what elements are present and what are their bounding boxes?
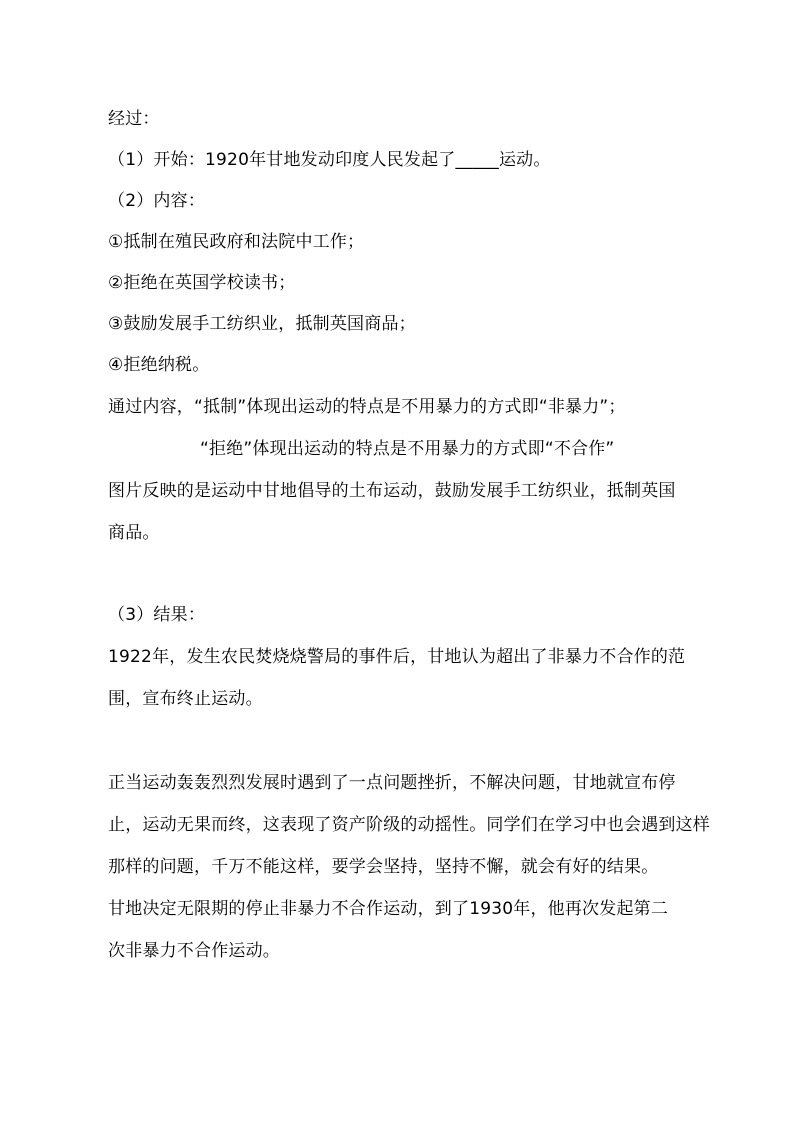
reflection-line-3: 那样的问题，千万不能这样，要学会坚持，坚持不懈，就会有好的结果。 [108,857,659,877]
section-label-process: 经过： [108,109,160,129]
item-start: （1）开始：1920年甘地发动印度人民发起了_____运动。 [108,150,551,170]
reflection-line-2: 止，运动无果而终，这表现了资产阶级的动摇性。同学们在学习中也会遇到这样 [108,815,710,835]
conclusion-line-2: 次非暴力不合作运动。 [108,941,280,961]
content-point-3: ③鼓励发展手工纺织业，抵制英国商品； [108,314,416,334]
conclusion-line-1: 甘地决定无限期的停止非暴力不合作运动，到了1930年，他再次发起第二 [108,899,669,919]
content-point-4: ④拒绝纳税。 [108,355,210,375]
picture-note-line-2: 商品。 [108,523,160,543]
item-content: （2）内容： [108,191,206,211]
item-result: （3）结果： [108,605,206,625]
content-point-1: ①抵制在殖民政府和法院中工作； [108,232,365,252]
analysis-boycott: 通过内容，“抵制”体现出运动的特点是不用暴力的方式即“非暴力”； [108,397,626,417]
result-line-2: 围，宣布终止运动。 [108,689,263,709]
reflection-line-1: 正当运动轰轰烈烈发展时遇到了一点问题挫折，不解决问题，甘地就宣布停 [108,773,676,793]
analysis-refusal: “拒绝”体现出运动的特点是不用暴力的方式即“不合作” [200,439,615,459]
result-line-1: 1922年，发生农民焚烧烧警局的事件后，甘地认为超出了非暴力不合作的范 [108,647,686,667]
content-point-2: ②拒绝在英国学校读书； [108,273,296,293]
picture-note-line-1: 图片反映的是运动中甘地倡导的土布运动，鼓励发展手工纺织业，抵制英国 [108,481,676,501]
